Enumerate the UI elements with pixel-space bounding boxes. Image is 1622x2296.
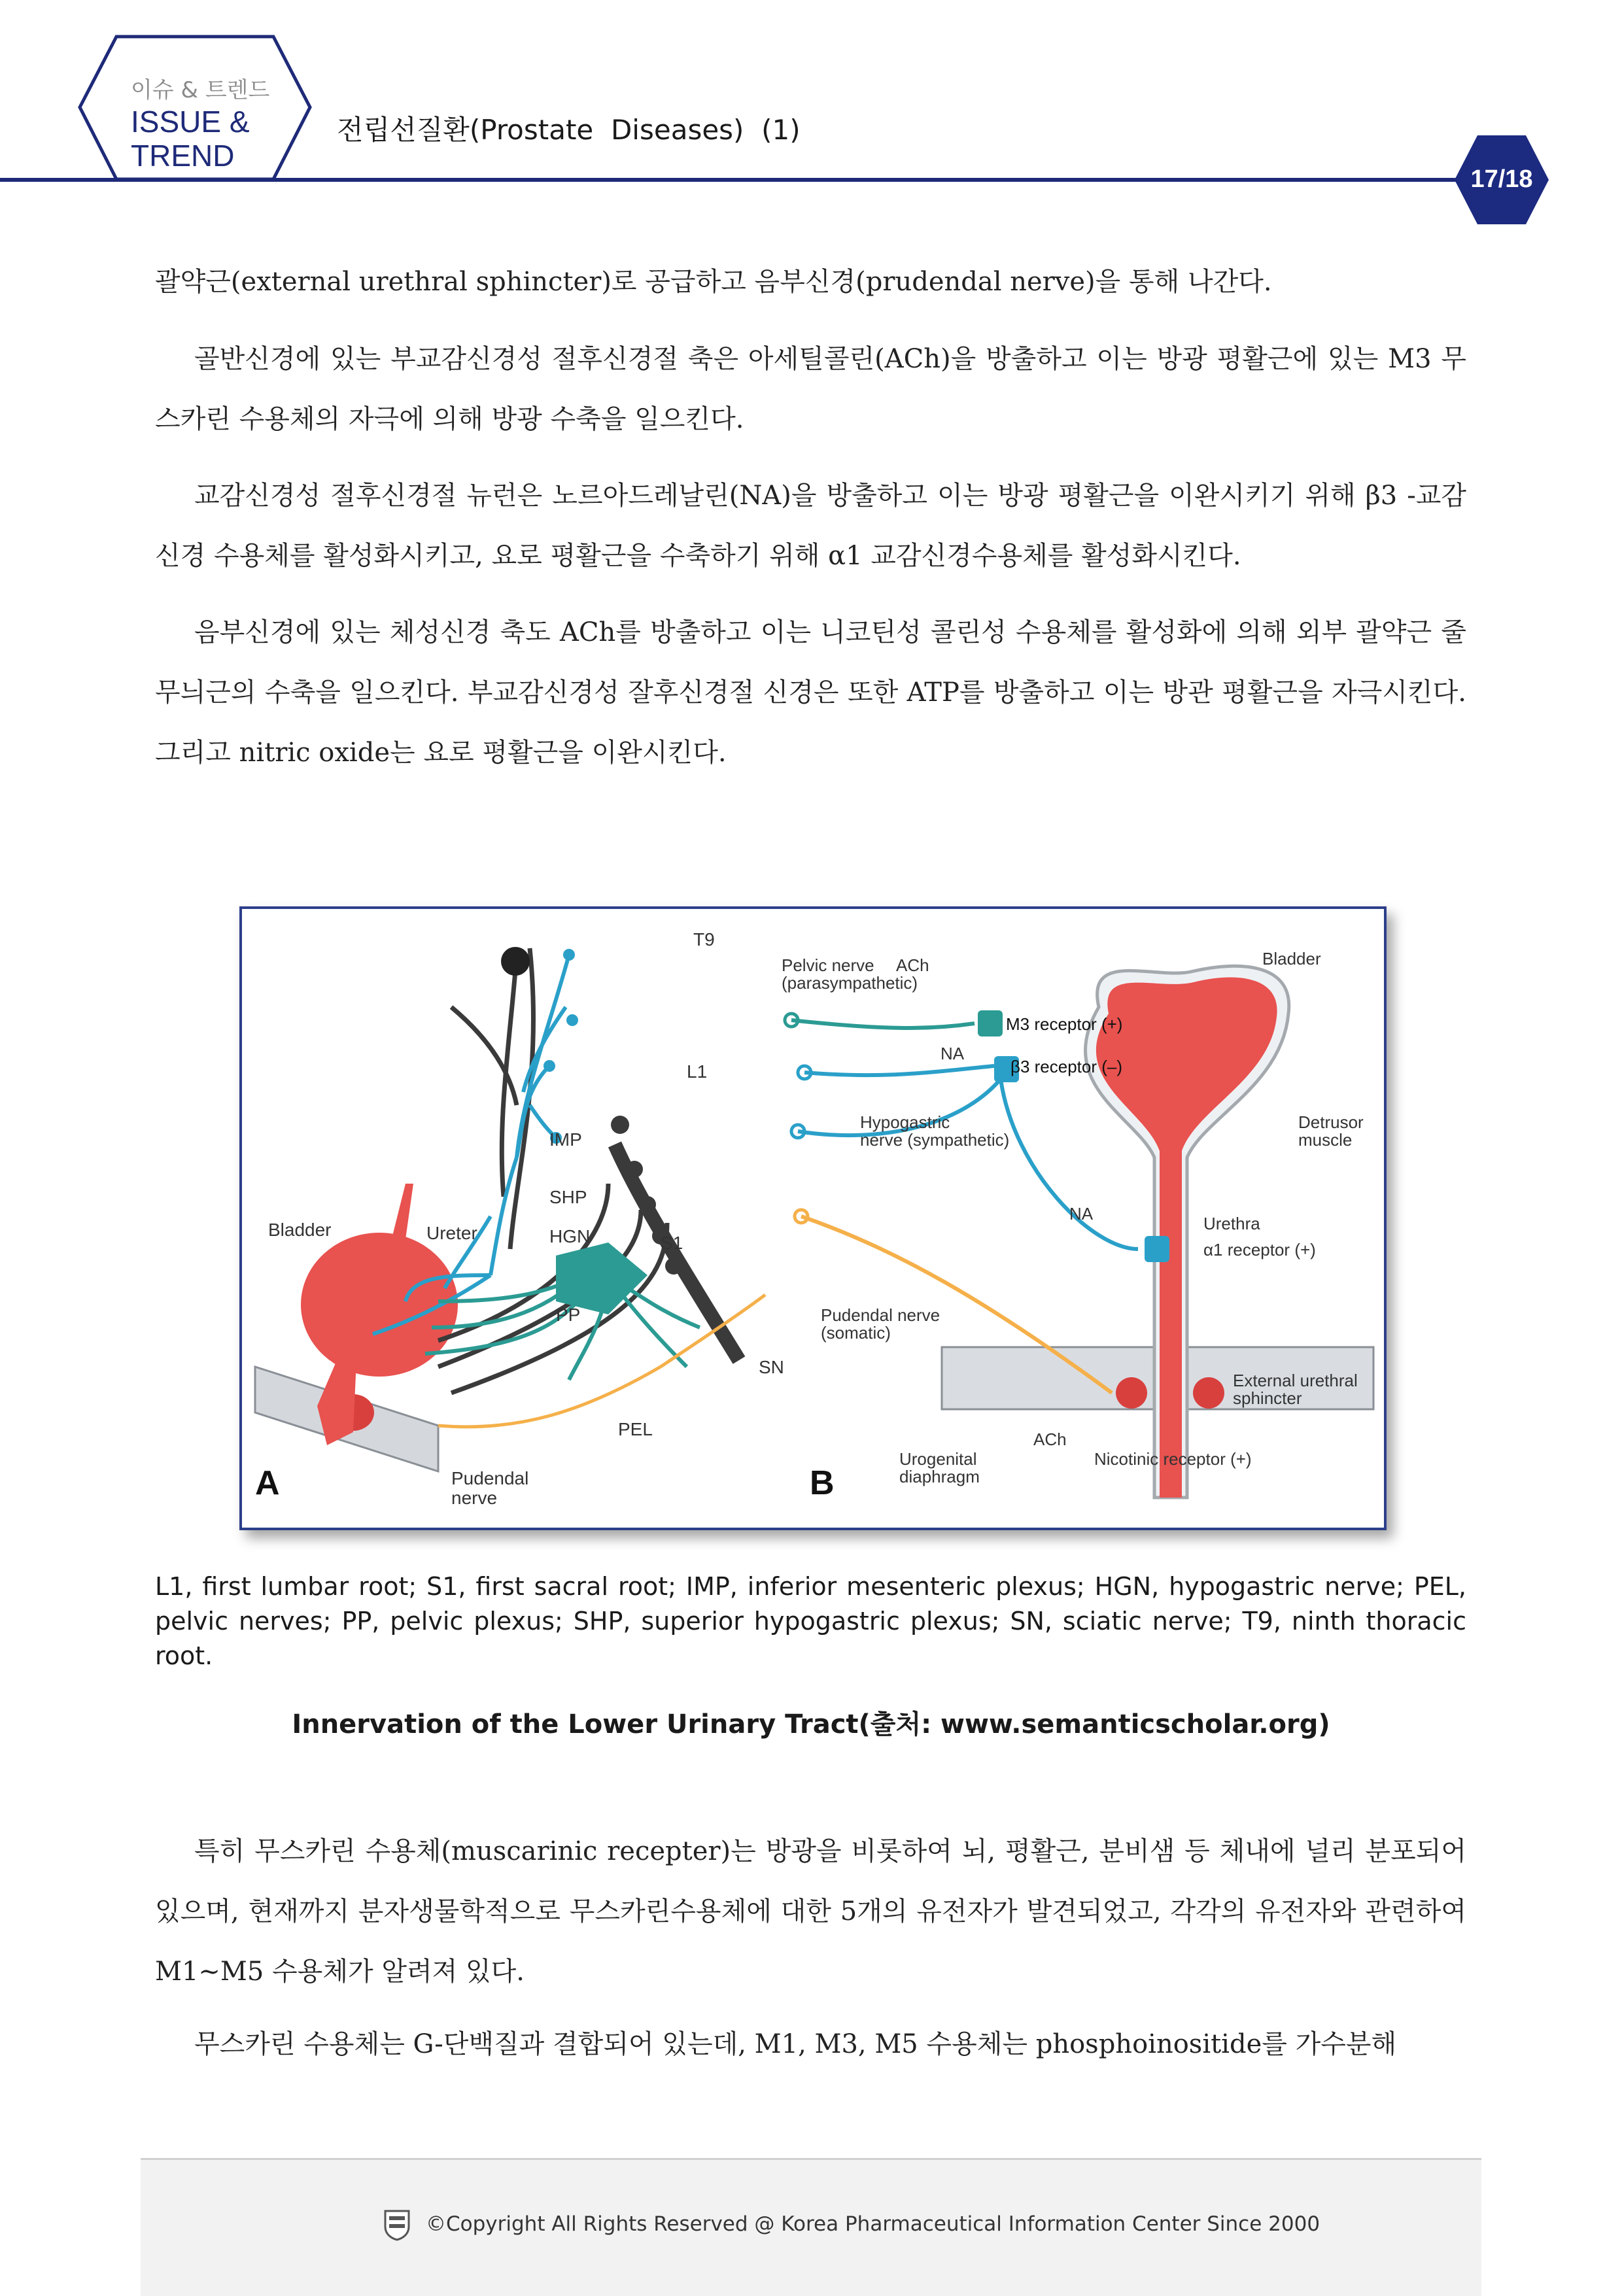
figure-caption: Innervation of the Lower Urinary Tract(출처: www.semanticscholar.org) [292, 1709, 1330, 1739]
svg-text:A: A [255, 1464, 280, 1502]
urinary-tract-innervation-figure [239, 906, 1387, 1530]
svg-text:sphincter: sphincter [1233, 1388, 1302, 1408]
panel-a-pelvic-plexus [556, 1242, 647, 1314]
svg-text:Bladder: Bladder [268, 1220, 332, 1240]
svg-text:T9: T9 [693, 929, 715, 950]
paragraph-6: 무스카린 수용체는 G-단백질과 결합되어 있는데, M1, M3, M5 수용체는 phosphoinositide를 가수분해 [194, 2029, 1397, 2059]
svg-text:Urogenital: Urogenital [899, 1449, 977, 1469]
svg-text:L1: L1 [687, 1061, 708, 1082]
document-title: 전립선질환(Prostate Diseases) (1) [337, 114, 801, 146]
svg-text:NA: NA [940, 1044, 965, 1063]
svg-text:Pudendal nerve: Pudendal nerve [821, 1305, 940, 1325]
svg-text:Hypogastric: Hypogastric [860, 1112, 950, 1132]
svg-text:Pelvic nerve: Pelvic nerve [782, 955, 874, 975]
svg-text:ACh: ACh [1033, 1430, 1067, 1449]
paragraph-2: 골반신경에 있는 부교감신경성 절후신경절 축은 아세틸콜린(ACh)을 방출하고 이는 방광 평활근에 있는 M3 무스카린 수용체의 자극에 의해 방광 수축을 일으킨다. [155, 344, 1466, 434]
svg-text:Bladder: Bladder [1262, 949, 1321, 968]
paragraph-5: 특히 무스카린 수용체(muscarinic recepter)는 방광을 비롯하여 뇌, 평활근, 분비샘 등 체내에 널리 분포되어 있으며, 현재까지 분자생물학적으로 무스카린수용체에 대한 5개의 유전자가 발견되었고, 각각의 유전자와 관련하여 M1∼M5 수용체가 알려져 있다. [155, 1836, 1466, 1987]
svg-text:SN: SN [759, 1357, 784, 1377]
shield-logo-icon [383, 2207, 411, 2241]
svg-text:HGN: HGN [549, 1226, 591, 1246]
svg-text:IMP: IMP [549, 1129, 582, 1150]
copyright-text: ©Copyright All Rights Reserved @ Korea Pharmaceutical Information Center Since 2000 [426, 2212, 1320, 2236]
svg-text:B: B [810, 1464, 835, 1502]
svg-text:Detrusor: Detrusor [1298, 1112, 1364, 1132]
svg-text:β3 receptor (–): β3 receptor (–) [1010, 1057, 1123, 1076]
svg-text:(parasympathetic): (parasympathetic) [782, 973, 918, 993]
section-label-ko: 이슈 & 트렌드 [131, 77, 270, 103]
svg-text:(somatic): (somatic) [821, 1323, 891, 1343]
svg-text:S1: S1 [661, 1233, 683, 1253]
svg-text:Ureter: Ureter [426, 1223, 477, 1243]
panel-a-ganglion [501, 947, 530, 976]
paragraph-3: 교감신경성 절후신경절 뉴런은 노르아드레날린(NA)을 방출하고 이는 방광 평활근을 이완시키기 위해 β3 -교감신경 수용체를 활성화시키고, 요로 평활근을 수축하기 위해 α1 교감신경수용체를 활성화시킨다. [155, 481, 1466, 571]
svg-text:NA: NA [1069, 1204, 1094, 1224]
section-label-en: ISSUE & TREND [131, 105, 250, 173]
svg-text:muscle: muscle [1298, 1130, 1353, 1150]
figure-legend: L1, first lumbar root; S1, first sacral root; IMP, inferior mesenteric plexus; HGN, hypogastric nerve; PEL, pelvic nerves; PP, pelvic plexus; SHP, superior hypogastric plexus; SN, sciatic nerve; T9, ninth thoracic root. [155, 1572, 1466, 1670]
svg-text:M3 receptor (+): M3 receptor (+) [1006, 1014, 1123, 1034]
svg-text:SHP: SHP [549, 1187, 587, 1207]
svg-text:PP: PP [556, 1305, 581, 1325]
paragraph-1: 괄약근(external urethral sphincter)로 공급하고 음부신경(prudendal nerve)을 통해 나간다. [155, 267, 1272, 297]
svg-text:ACh: ACh [896, 955, 929, 975]
svg-text:Urethra: Urethra [1203, 1214, 1260, 1233]
paragraph-4: 음부신경에 있는 체성신경 축도 ACh를 방출하고 이는 니코틴성 콜린성 수용체를 활성화에 의해 외부 괄약근 줄무늬근의 수축을 일으킨다. 부교감신경성 잘후신경절 신경은 또한 ATP를 방출하고 이는 방관 평활근을 자극시킨다. 그리고 nitric oxide는 요로 평활근을 이완시킨다. [155, 617, 1466, 768]
svg-text:diaphragm: diaphragm [899, 1467, 980, 1486]
footer [141, 2158, 1481, 2296]
svg-text:nerve (sympathetic): nerve (sympathetic) [860, 1130, 1010, 1150]
svg-text:Nicotinic receptor (+): Nicotinic receptor (+) [1094, 1449, 1252, 1469]
page-number: 17/18 [1470, 165, 1533, 193]
svg-text:Pudendal: Pudendal [451, 1468, 529, 1488]
svg-text:External urethral: External urethral [1233, 1371, 1358, 1390]
svg-text:nerve: nerve [451, 1488, 498, 1508]
svg-text:α1 receptor (+): α1 receptor (+) [1203, 1240, 1316, 1259]
svg-text:PEL: PEL [618, 1419, 653, 1439]
